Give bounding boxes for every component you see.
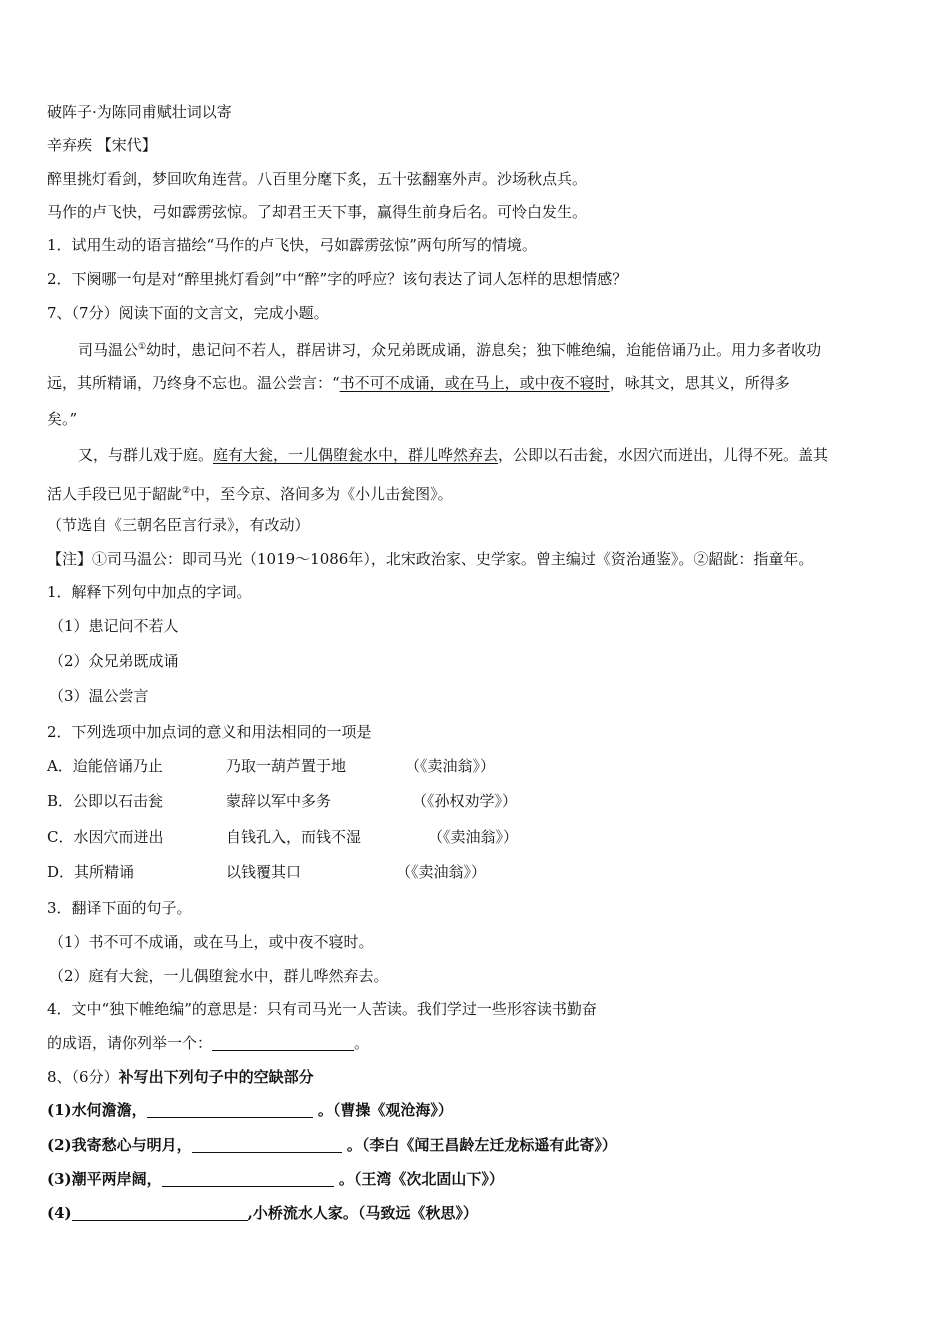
- passage-note: 【注】①司马温公：即司马光（1019～1086年），北宋政治家、史学家。曾主编过《资治通鉴》。②龆龀：指童年。: [47, 550, 814, 568]
- poem-line-1: 醉里挑灯看剑，梦回吹角连营。八百里分麾下炙，五十弦翻塞外声。沙场秋点兵。: [47, 170, 588, 188]
- q8-item-4: [47, 1202, 478, 1224]
- option-b-text: B．公即以石击瓮: [47, 792, 164, 810]
- q8-item-1-prefix: (1)水何澹澹，: [47, 1101, 147, 1119]
- q8-item-1: [47, 1099, 453, 1121]
- q8-item-3: [47, 1168, 504, 1190]
- subquestion-2: 2．下列选项中加点词的意义和用法相同的一项是: [47, 723, 372, 741]
- option-row-d: [0, 861, 950, 883]
- passage-text: 又，与群儿戏于庭。: [78, 446, 214, 464]
- passage-source: （节选自《三朝名臣言行录》，有改动）: [47, 516, 310, 534]
- subquestion-1-item-3: （3）温公尝言: [49, 687, 149, 705]
- q8-heading-text: 补写出下列句子中的空缺部分: [118, 1068, 314, 1086]
- poem-question-1: 1．试用生动的语言描绘“马作的卢飞快，弓如霹雳弦惊”两句所写的情境。: [47, 236, 537, 254]
- option-row-b: [0, 790, 950, 812]
- q8-item-1-suffix: 。（曹操《观沧海》）: [312, 1101, 453, 1119]
- option-c-source: （《卖油翁》）: [428, 828, 519, 846]
- underlined-sentence-2: 庭有大瓮，一儿偶堕瓮水中，群儿哗然弃去: [213, 446, 499, 464]
- subquestion-3-item-1: （1）书不可不成诵，或在马上，或中夜不寝时。: [49, 933, 374, 951]
- passage-text: 司马温公: [78, 341, 139, 359]
- option-b-source: （《孙权劝学》）: [412, 792, 518, 810]
- subquestion-1: 1．解释下列句中加点的字词。: [47, 583, 252, 601]
- poem-author: 辛弃疾 【宋代】: [47, 136, 157, 154]
- option-c-text: C．水因穴而迸出: [47, 828, 164, 846]
- subquestion-1-item-1: （1）患记问不若人: [49, 617, 179, 635]
- subquestion-3: 3．翻译下面的句子。: [47, 899, 192, 917]
- passage-text: 远，其所精诵，乃终身不忘也。温公尝言：“: [47, 374, 340, 392]
- passage-p1-line-3: 矣。”: [47, 410, 78, 428]
- q8-item-3-prefix: (3)潮平两岸阔，: [47, 1170, 162, 1188]
- passage-p2-line-1: [78, 444, 828, 466]
- q7-heading: 7、（7分）阅读下面的文言文，完成小题。: [47, 304, 329, 322]
- answer-blank[interactable]: [162, 1170, 334, 1187]
- underlined-sentence-1: 书不可不成诵，或在马上，或中夜不寝时: [339, 374, 610, 392]
- passage-text: 中，至今京、洛间多为《小儿击瓮图》。: [190, 485, 453, 503]
- option-row-c: [0, 826, 950, 848]
- subquestion-4-prompt: 的成语，请你列举一个：: [47, 1034, 213, 1052]
- option-b-compare: 蒙辞以军中多务: [226, 792, 332, 810]
- poem-line-2: 马作的卢飞快，弓如霹雳弦惊。了却君王天下事，赢得生前身后名。可怜白发生。: [47, 203, 588, 221]
- option-d-source: （《卖油翁》）: [396, 863, 487, 881]
- q8-item-2-prefix: (2)我寄愁心与明月，: [47, 1136, 192, 1154]
- answer-blank[interactable]: [192, 1136, 342, 1153]
- option-a-compare: 乃取一葫芦置于地: [226, 757, 347, 775]
- passage-text: ，公即以石击瓮，水因穴而迸出，儿得不死。盖其: [498, 446, 829, 464]
- poem-question-2: 2．下阕哪一句是对“醉里挑灯看剑”中“醉”字的呼应？该句表达了词人怎样的思想情感？: [47, 270, 628, 288]
- footnote-marker-2: ②: [182, 486, 191, 496]
- q8-item-2-suffix: 。（李白《闻王昌龄左迁龙标遥有此寄》）: [341, 1136, 617, 1154]
- subquestion-4-line-2: [47, 1032, 369, 1054]
- subquestion-1-item-2: （2）众兄弟既成诵: [49, 652, 179, 670]
- passage-text: 幼时，患记问不若人，群居讲习，众兄弟既成诵，游息矣；独下帷绝编，迨能倍诵乃止。用力多者收功: [146, 341, 822, 359]
- option-a-text: A．迨能倍诵乃止: [47, 757, 163, 775]
- answer-blank[interactable]: [72, 1204, 248, 1221]
- option-d-compare: 以钱覆其口: [226, 863, 302, 881]
- answer-blank[interactable]: [147, 1101, 313, 1118]
- subquestion-4-end: 。: [354, 1034, 370, 1052]
- q8-item-2: [47, 1134, 617, 1156]
- option-row-a: [0, 755, 950, 777]
- q8-heading-num: 8、（6分）: [47, 1068, 119, 1086]
- option-a-source: （《卖油翁》）: [405, 757, 496, 775]
- passage-text: 活人手段已见于龆龀: [47, 485, 183, 503]
- q8-item-4-suffix: ,小桥流水人家。（马致远《秋思》）: [247, 1204, 478, 1222]
- poem-title: 破阵子·为陈同甫赋壮词以寄: [47, 103, 232, 121]
- answer-blank[interactable]: [212, 1034, 354, 1051]
- q8-item-4-prefix: (4): [47, 1204, 72, 1222]
- passage-text: ，咏其文，思其义，所得多: [609, 374, 790, 392]
- passage-p2-line-2: [47, 480, 453, 505]
- footnote-marker-1: ①: [138, 342, 147, 352]
- q8-item-3-suffix: 。（王湾《次北固山下》）: [333, 1170, 504, 1188]
- option-d-text: D．其所精诵: [47, 863, 135, 881]
- subquestion-3-item-2: （2）庭有大瓮，一儿偶堕瓮水中，群儿哗然弃去。: [49, 967, 389, 985]
- option-c-compare: 自钱孔入，而钱不湿: [226, 828, 362, 846]
- q8-heading: [47, 1066, 314, 1088]
- subquestion-4-line-1: 4．文中“独下帷绝编”的意思是：只有司马光一人苦读。我们学过一些形容读书勤奋: [47, 1000, 597, 1018]
- passage-p1-line-2: [47, 372, 790, 394]
- passage-p1-line-1: [78, 336, 821, 361]
